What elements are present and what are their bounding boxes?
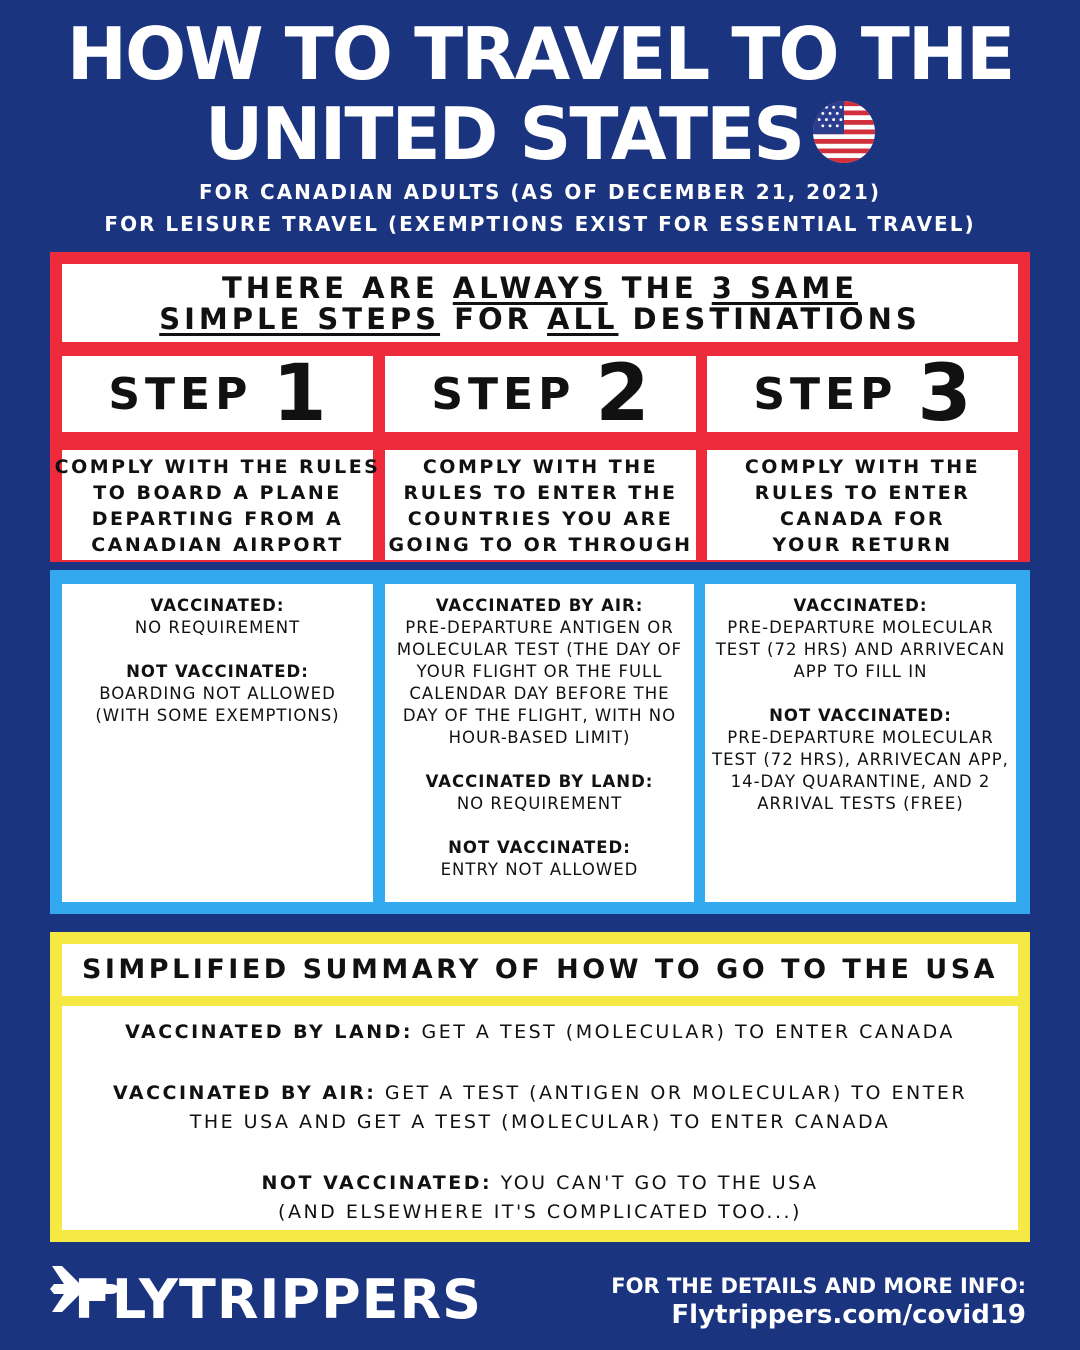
req-text: CALENDAR DAY BEFORE THE (409, 684, 670, 703)
headline-text: FOR (440, 302, 548, 336)
summary-text: GET A TEST (ANTIGEN OR MOLECULAR) TO ENTER (376, 1082, 968, 1104)
summary-label: VACCINATED BY AIR: (112, 1082, 377, 1104)
headline-emphasis: ALWAYS (452, 271, 608, 305)
req-text: NO REQUIREMENT (456, 794, 623, 813)
summary-label: NOT VACCINATED: (261, 1172, 493, 1194)
req-text: APP TO FILL IN (793, 662, 928, 681)
desc-line: COMPLY WITH THE (422, 456, 659, 478)
req-label: VACCINATED: (150, 596, 285, 615)
req-text: BOARDING NOT ALLOWED (99, 684, 336, 703)
req-text: ARRIVAL TESTS (FREE) (757, 794, 964, 813)
req-text: (WITH SOME EXEMPTIONS) (95, 706, 340, 725)
summary-body (62, 1006, 1018, 1230)
title-line-1: HOW TO TRAVEL TO THE (66, 12, 1014, 96)
req-text: YOUR FLIGHT OR THE FULL (416, 662, 663, 681)
page-title (0, 14, 1080, 174)
req-label: NOT VACCINATED: (448, 838, 631, 857)
desc-line: TO BOARD A PLANE (93, 482, 342, 504)
headline-emphasis: ALL (547, 302, 619, 336)
req-text: DAY OF THE FLIGHT, WITH NO (402, 706, 677, 725)
summary-text: YOU CAN'T GO TO THE USA (492, 1172, 819, 1194)
headline-text: THE (607, 271, 712, 305)
summary-text: GET A TEST (MOLECULAR) TO ENTER CANADA (413, 1021, 955, 1043)
req-text: PRE-DEPARTURE MOLECULAR (727, 728, 994, 747)
req-text: PRE-DEPARTURE MOLECULAR (727, 618, 994, 637)
req-label: NOT VACCINATED: (126, 662, 309, 681)
req-text: HOUR-BASED LIMIT) (448, 728, 631, 747)
step-label: STEP (753, 368, 898, 420)
req-label: VACCINATED BY LAND: (425, 772, 654, 791)
summary-text: THE USA AND GET A TEST (MOLECULAR) TO ENTER CANADA (189, 1111, 891, 1133)
brand-logo: FLYTRIPPERS (74, 1268, 483, 1331)
step-2-description (385, 450, 696, 560)
subtitle-line-1: FOR CANADIAN ADULTS (AS OF DECEMBER 21, 2021) (199, 180, 881, 204)
req-text: TEST (72 HRS) AND ARRIVECAN (715, 640, 1006, 659)
desc-line: CANADIAN AIRPORT (91, 534, 344, 556)
headline-text: THERE ARE (221, 271, 453, 305)
step-label: STEP (431, 368, 576, 420)
summary-text: (AND ELSEWHERE IT'S COMPLICATED TOO...) (278, 1201, 802, 1223)
summary-title: SIMPLIFIED SUMMARY OF HOW TO GO TO THE USA (62, 944, 1018, 996)
step-1-header (62, 349, 373, 439)
desc-line: RULES TO ENTER (754, 482, 971, 504)
steps-headline (62, 264, 1018, 342)
step-3-header (707, 349, 1018, 439)
desc-line: CANADA FOR (779, 508, 946, 530)
headline-emphasis: 3 SAME (711, 271, 859, 305)
req-text: ENTRY NOT ALLOWED (440, 860, 639, 879)
desc-line: RULES TO ENTER THE (403, 482, 678, 504)
title-line-2-text: UNITED STATES (204, 92, 804, 176)
step-1-description (54, 450, 381, 560)
title-line-2 (0, 94, 1080, 174)
step-2-requirements (385, 584, 694, 902)
headline-text: DESTINATIONS (618, 302, 921, 336)
step-number: 1 (272, 349, 327, 439)
headline-emphasis: SIMPLE STEPS (159, 302, 441, 336)
req-label: VACCINATED: (793, 596, 928, 615)
req-text: MOLECULAR TEST (THE DAY OF (396, 640, 683, 659)
step-number: 3 (917, 349, 972, 439)
step-number: 2 (595, 349, 650, 439)
req-text: PRE-DEPARTURE ANTIGEN OR (405, 618, 674, 637)
footer-label: FOR THE DETAILS AND MORE INFO: (611, 1274, 1026, 1298)
summary-label: VACCINATED BY LAND: (125, 1021, 414, 1043)
req-label: NOT VACCINATED: (769, 706, 952, 725)
desc-line: COMPLY WITH THE RULES (54, 456, 381, 478)
desc-line: COUNTRIES YOU ARE (407, 508, 674, 530)
step-3-description (707, 450, 1018, 560)
req-text: TEST (72 HRS), ARRIVECAN APP, (712, 750, 1009, 769)
subtitle-line-2: FOR LEISURE TRAVEL (EXEMPTIONS EXIST FOR ESSENTIAL TRAVEL) (104, 212, 976, 236)
step-2-header (385, 349, 696, 439)
footer-link[interactable]: Flytrippers.com/covid19 (671, 1300, 1026, 1330)
desc-line: GOING TO OR THROUGH (388, 534, 693, 556)
desc-line: YOUR RETURN (772, 534, 953, 556)
desc-line: COMPLY WITH THE (744, 456, 981, 478)
step-label: STEP (108, 368, 253, 420)
desc-line: DEPARTING FROM A (91, 508, 344, 530)
req-text: NO REQUIREMENT (134, 618, 301, 637)
us-flag-icon (813, 101, 875, 163)
req-label: VACCINATED BY AIR: (435, 596, 644, 615)
step-3-requirements (705, 584, 1016, 902)
req-text: 14-DAY QUARANTINE, AND 2 (730, 772, 991, 791)
step-1-requirements (62, 584, 373, 902)
